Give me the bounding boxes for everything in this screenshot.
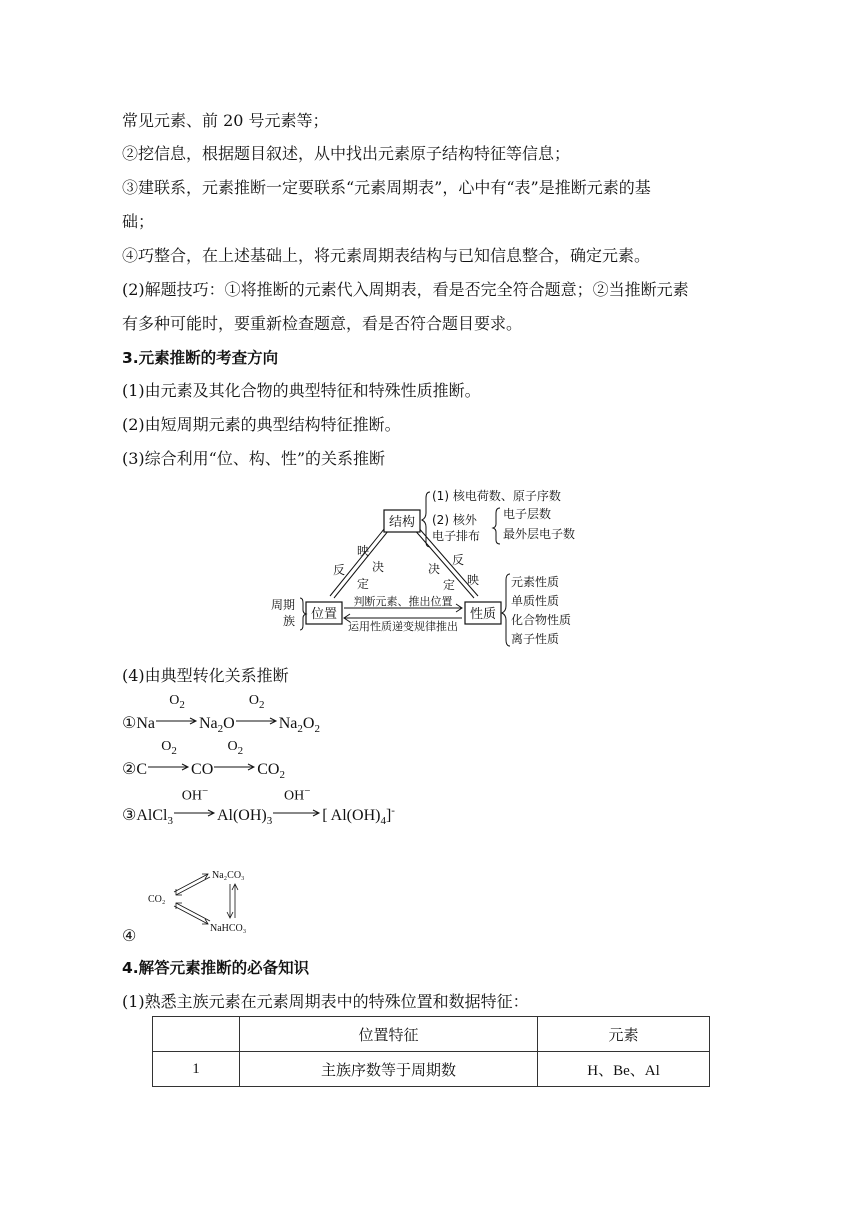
paragraph-text: ②挖信息，根据题目叙述，从中找出元素原子结构特征等信息； <box>122 144 571 163</box>
list-item: (4)由典型转化关系推断 <box>122 666 289 685</box>
list-item: (1)由元素及其化合物的典型特征和特殊性质推断。 <box>122 381 481 400</box>
edge-label: 映 <box>467 573 480 587</box>
element-table <box>152 1016 710 1087</box>
property-note: 化合物性质 <box>511 613 572 627</box>
carbonate-cycle-diagram <box>140 860 300 940</box>
reaction-3: ③AlCl$_3$ OH− $Al(OH)_3$ OH− [ $Al(OH)_4]^-$ <box>122 785 395 828</box>
relationship-diagram <box>0 480 860 680</box>
list-item: (1)熟悉主族元素在元素周期表中的特殊位置和数据特征： <box>122 992 529 1011</box>
reaction-1: ①Na $O_2$ $Na_2O$ $O_2$ $Na_2O_2$ <box>122 693 320 736</box>
paragraph-text: 有多种可能时，要重新检查题意，看是否符合题目要求。 <box>122 314 523 333</box>
edge-label: 反 <box>452 553 465 567</box>
structure-label: 结构 <box>388 515 416 530</box>
structure-note: 最外层电子数 <box>503 527 576 541</box>
paragraph-text: ③建联系，元素推断一定要联系“元素周期表”，心中有“表”是推断元素的基 <box>122 178 651 197</box>
property-note: 元素性质 <box>511 575 560 589</box>
structure-note: 电子层数 <box>503 507 552 521</box>
structure-note: (2) 核外 <box>432 513 477 527</box>
position-note: 周期 <box>271 598 296 612</box>
reaction-2: ②C $O_2$ CO $O_2$ $CO_2$ <box>122 739 285 782</box>
property-note: 单质性质 <box>511 594 560 608</box>
structure-note: (1) 核电荷数、原子序数 <box>432 489 561 503</box>
table-header: 元素 <box>538 1017 710 1052</box>
table-cell: H、Be、Al <box>538 1052 710 1087</box>
section-heading: 4.解答元素推断的必备知识 <box>122 959 310 977</box>
edge-label: 决 <box>372 560 385 574</box>
table-row <box>153 1052 710 1087</box>
position-note: 族 <box>283 614 296 628</box>
edge-label: 映 <box>357 544 370 558</box>
property-label: 性质 <box>469 607 497 622</box>
list-item: (2)由短周期元素的典型结构特征推断。 <box>122 415 401 434</box>
structure-note: 电子排布 <box>432 529 481 543</box>
edge-label: 定 <box>357 577 370 591</box>
co2-label: CO₂ <box>148 894 166 905</box>
edge-label: 运用性质递变规律推出 <box>348 620 458 633</box>
edge-label: 反 <box>333 563 346 577</box>
position-label: 位置 <box>310 607 338 622</box>
edge-label: 定 <box>443 578 456 592</box>
nahco3-label: NaHCO₃ <box>210 923 247 934</box>
paragraph-text: (2)解题技巧：①将推断的元素代入周期表，看是否完全符合题意；②当推断元素 <box>122 280 689 299</box>
na2co3-label: Na₂CO₃ <box>212 870 245 881</box>
paragraph-text: 常见元素、前 20 号元素等； <box>122 111 329 130</box>
reaction-4-label: ④ <box>122 926 137 945</box>
table-cell: 1 <box>153 1052 240 1087</box>
edge-label: 决 <box>428 562 441 576</box>
property-note: 离子性质 <box>511 632 560 646</box>
edge-label: 判断元素、推出位置 <box>353 595 453 608</box>
paragraph-text: 础； <box>122 212 155 231</box>
table-header <box>153 1017 240 1052</box>
table-cell: 主族序数等于周期数 <box>240 1052 538 1087</box>
paragraph-text: ④巧整合，在上述基础上，将元素周期表结构与已知信息整合，确定元素。 <box>122 246 651 265</box>
section-heading: 3.元素推断的考查方向 <box>122 349 279 367</box>
table-header-row <box>153 1017 710 1052</box>
list-item: (3)综合利用“位、构、性”的关系推断 <box>122 449 386 468</box>
table-header: 位置特征 <box>240 1017 538 1052</box>
